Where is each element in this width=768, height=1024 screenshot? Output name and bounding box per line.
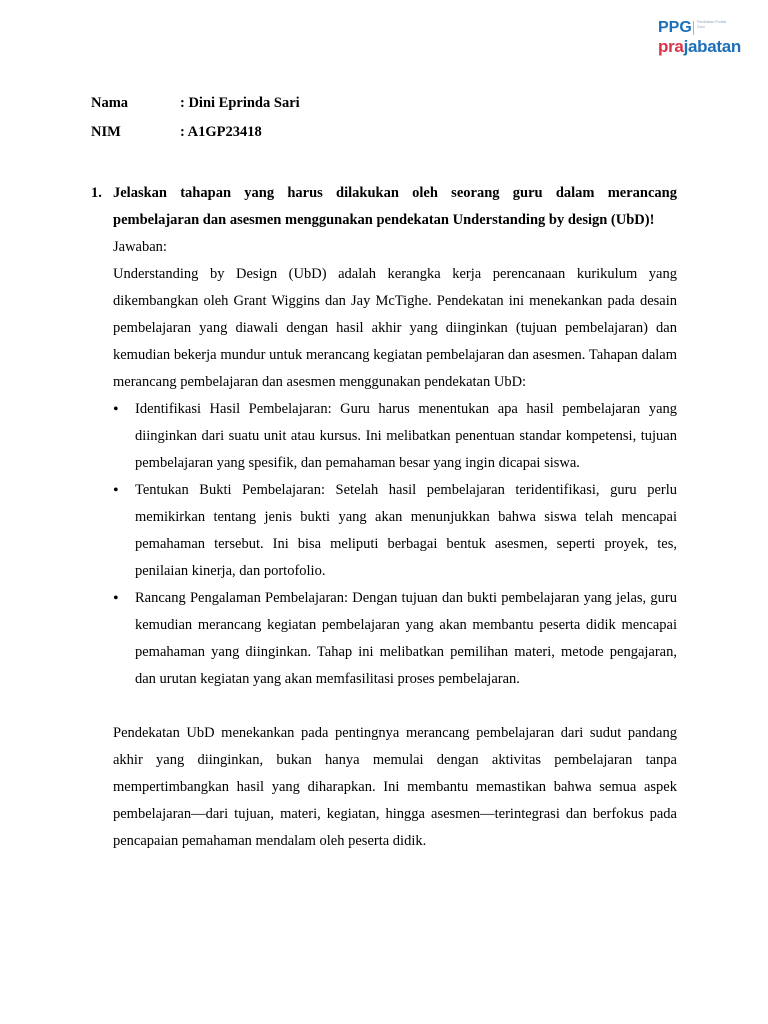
list-item-text: Rancang Pengalaman Pembelajaran: Dengan tujuan dan bukti pembelajaran yang jelas, guru kemudian merancang kegiatan pembelajaran yang akan membantu peserta didik mencapai pemahaman yang diinginkan. Tahap ini melibatkan pemilihan materi, metode pengajaran, dan urutan kegiatan yang akan memfasilitasi proses pembelajaran. — [135, 590, 677, 687]
bullet-icon: • — [113, 590, 119, 607]
logo-jabatan: jabatan — [683, 37, 741, 56]
name-row — [91, 93, 300, 113]
question-1 — [91, 180, 677, 855]
logo-tagline: Pendidikan Profesi Guru — [697, 20, 727, 29]
nim-label: NIM — [91, 124, 121, 140]
name-label: Nama — [91, 95, 129, 111]
logo-ppg-text: PPG — [658, 19, 692, 36]
list-item — [113, 396, 677, 477]
bullet-icon: • — [113, 482, 119, 499]
question-title: Jelaskan tahapan yang harus dilakukan oleh seorang guru dalam merancang pembelajaran dan asesmen menggunakan pendekatan Understanding by design (UbD)! — [113, 185, 677, 228]
stages-list — [113, 396, 677, 693]
answer-intro: Understanding by Design (UbD) adalah kerangka kerja perencanaan kurikulum yang dikembangkan oleh Grant Wiggins dan Jay McTighe. Pendekatan ini menekankan pada desain pembelajaran yang diawali dengan hasil akhir yang diinginkan (tujuan pembelajaran) dan kemudian bekerja mundur untuk merancang kegiatan pembelajaran dan asesmen. Tahapan dalam merancang pembelajaran dan asesmen menggunakan pendekatan UbD: — [113, 266, 677, 390]
bullet-icon: • — [113, 401, 119, 418]
answer-conclusion: Pendekatan UbD menekankan pada pentingnya merancang pembelajaran dari sudut pandang akhir yang diinginkan, bukan hanya memulai dengan aktivitas pembelajaran tanpa mempertimbangkan hasil yang diharapkan. Ini membantu memastikan bahwa semua aspek pembelajaran—dari tujuan, materi, kegiatan, hingga asesmen—terintegrasi dan berfokus pada pencapaian pemahaman mendalam oleh peserta didik. — [113, 725, 677, 849]
nim-value: : A1GP23418 — [180, 124, 262, 140]
name-value: : Dini Eprinda Sari — [180, 95, 300, 111]
list-item-text: Tentukan Bukti Pembelajaran: Setelah hasil pembelajaran teridentifikasi, guru perlu memikirkan tentang jenis bukti yang akan menunjukkan bahwa siswa telah mencapai pemahaman tersebut. Ini bisa meliputi berbagai bentuk asesmen, seperti proyek, tes, penilaian kinerja, dan portofolio. — [135, 482, 677, 579]
answer-label: Jawaban: — [113, 239, 167, 255]
nim-row — [91, 122, 262, 142]
ppg-prajabatan-logo — [658, 18, 758, 60]
question-body — [113, 180, 677, 855]
list-item-text: Identifikasi Hasil Pembelajaran: Guru harus menentukan apa hasil pembelajaran yang diinginkan dari suatu unit atau kursus. Ini melibatkan penentuan standar kompetensi, tujuan pembelajaran yang spesifik, dan pemahaman besar yang ingin dicapai siswa. — [135, 401, 677, 471]
logo-pra: pra — [658, 37, 684, 56]
logo-wordmark — [658, 36, 741, 58]
logo-divider — [693, 21, 694, 35]
question-number: 1. — [91, 185, 102, 201]
list-item — [113, 585, 677, 693]
list-item — [113, 477, 677, 585]
